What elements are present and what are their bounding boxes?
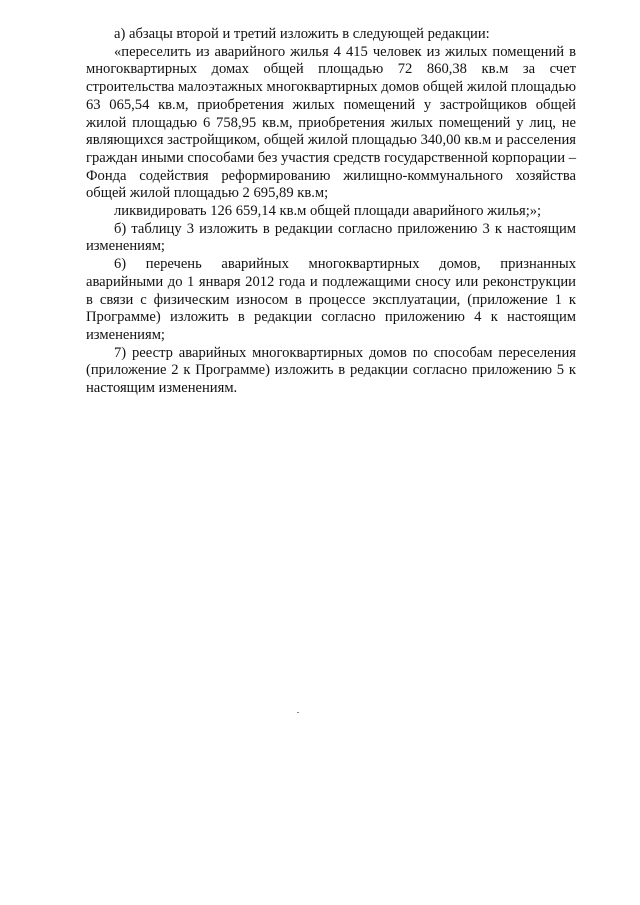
paragraph-resettlement: «переселить из аварийного жилья 4 415 человек из жилых помещений в многоквартирных домах общей площадью 72 860,38 кв.м за счет строительства малоэтажных многоквартирных домов общей жилой площадью 63 065,54 кв.м, приобретения жилых помещений у застройщиков общей жилой площадью 6 758,95 кв.м, приобретения жилых помещений у лиц, не являющихся застройщиком, общей жилой площадью 340,00 кв.м и расселения граждан иными способами без участия средств государственной корпорации – Фонда содействия реформированию жилищно-коммунального хозяйства общей жилой площадью 2 695,89 кв.м; bbox=[86, 43, 576, 202]
paragraph-7-registry: 7) реестр аварийных многоквартирных домов по способам переселения (приложение 2 к Программе) изложить в редакции согласно приложению 5 к настоящим изменениям. bbox=[86, 344, 576, 397]
paragraph-liquidation: ликвидировать 126 659,14 кв.м общей площади аварийного жилья;»; bbox=[114, 203, 542, 220]
scan-speck bbox=[297, 712, 299, 713]
document-body bbox=[86, 26, 576, 398]
paragraph-b-table: б) таблицу 3 изложить в редакции согласно приложению 3 к настоящим изменениям; bbox=[86, 220, 576, 255]
paragraph-a-intro: а) абзацы второй и третий изложить в следующей редакции: bbox=[114, 26, 490, 42]
paragraph-6-list: 6) перечень аварийных многоквартирных домов, признанных аварийными до 1 января 2012 года и подлежащими сносу или реконструкции в связи с физическим износом в процессе эксплуатации, (приложение 1 к Программе) изложить в редакции согласно приложению 4 к настоящим изменениям; bbox=[86, 256, 576, 343]
